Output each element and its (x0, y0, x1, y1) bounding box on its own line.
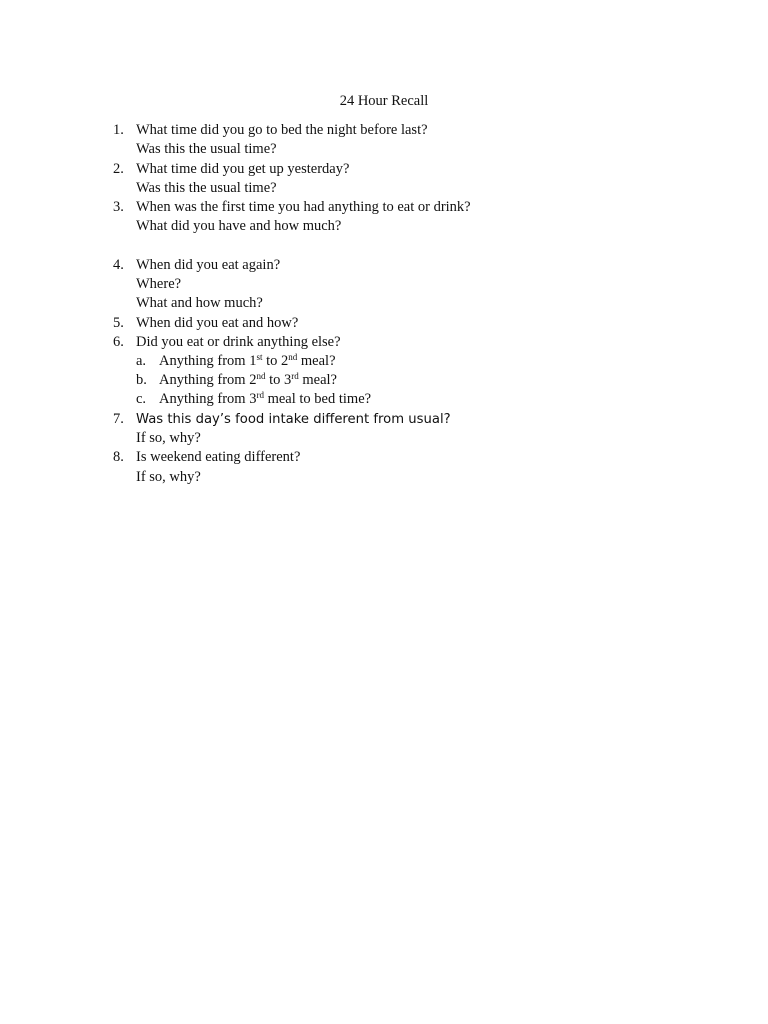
question-text: When did you eat again? (136, 257, 281, 273)
question-number: 7. (113, 411, 124, 427)
question-number: 5. (113, 315, 124, 331)
follow-up-text: Where? (136, 276, 182, 292)
follow-up-text: Was this the usual time? (136, 141, 277, 157)
question-text: What time did you get up yesterday? (136, 161, 350, 177)
sub-item-letter: a. (136, 353, 147, 369)
question-number: 1. (113, 122, 124, 138)
follow-up-text: What and how much? (136, 295, 263, 311)
question-text: What time did you go to bed the night before last? (136, 122, 428, 138)
question-text: Is weekend eating different? (136, 449, 301, 465)
question-text: When did you eat and how? (136, 315, 299, 331)
question-number: 3. (113, 199, 124, 215)
sub-item-letter: c. (136, 391, 147, 407)
sub-item-text: Anything from 3rd meal to bed time? (159, 390, 372, 407)
question-number: 2. (113, 161, 124, 177)
document-title: 24 Hour Recall (339, 93, 429, 109)
question-text: Did you eat or drink anything else? (136, 334, 341, 350)
follow-up-text: If so, why? (136, 469, 201, 485)
question-text: Was this day’s food intake different from usual? (136, 412, 451, 427)
follow-up-text: Was this the usual time? (136, 180, 277, 196)
sub-item-letter: b. (136, 372, 147, 388)
question-number: 6. (113, 334, 124, 350)
question-number: 8. (113, 449, 124, 465)
question-text: When was the first time you had anything to eat or drink? (136, 199, 471, 215)
follow-up-text: If so, why? (136, 430, 201, 446)
follow-up-text: What did you have and how much? (136, 218, 342, 234)
sub-item-text: Anything from 1st to 2nd meal? (159, 352, 336, 369)
sub-item-text: Anything from 2nd to 3rd meal? (159, 371, 337, 388)
question-number: 4. (113, 257, 124, 273)
